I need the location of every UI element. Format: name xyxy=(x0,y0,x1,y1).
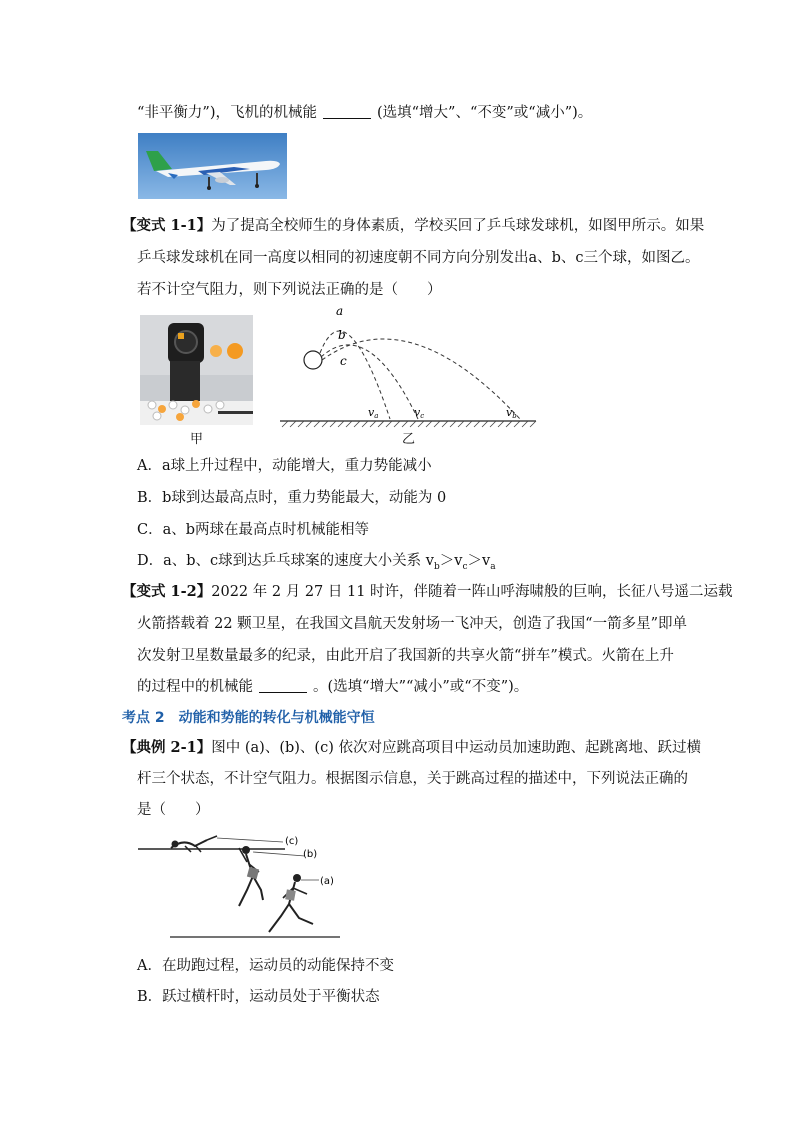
fig-yi-caption: 乙 xyxy=(402,432,416,447)
d21-text1: 图中 (a)、(b)、(c) 依次对应跳高项目中运动员加速助跑、起跳离地、跃过横 xyxy=(211,740,701,756)
q1-tail-line xyxy=(137,103,592,123)
lbl-a: a xyxy=(336,304,344,318)
opt-d-text: D．a、b、c球到达乒乓球案的速度大小关系 v xyxy=(137,553,434,569)
opt-d-sub1: b xyxy=(433,561,440,572)
v11-line1 xyxy=(122,216,704,236)
v11-text1: 为了提高全校师生的身体素质，学校买回了乒乓球发球机，如图甲所示。如果 xyxy=(211,218,705,234)
ping-pong-machine-photo xyxy=(140,315,253,425)
opt-d-gt2: ＞v xyxy=(467,553,491,569)
fig-jia-caption: 甲 xyxy=(190,432,204,447)
high-jump-diagram xyxy=(135,828,350,943)
d21-line1 xyxy=(122,738,701,758)
lbl-vb: vb xyxy=(506,406,517,420)
v11-option-a: A．a球上升过程中，动能增大，重力势能减小 xyxy=(137,458,432,474)
v11-line3: 若不计空气阻力，则下列说法正确的是（ ） xyxy=(137,282,442,298)
d21-line3: 是（ ） xyxy=(137,802,210,818)
v12-text1: 2022 年 2 月 27 日 11 时许，伴随着一阵山呼海啸般的巨响，长征八号遥二运载 xyxy=(211,584,733,600)
opt-d-gt1: ＞v xyxy=(439,553,463,569)
d21-line2: 杆三个状态，不计空气阻力。根据图示信息，关于跳高过程的描述中，下列说法正确的 xyxy=(137,771,688,787)
v11-tag: 【变式 1-1】 xyxy=(122,217,212,234)
q1-tail-suffix: (选填“增大”、“不变”或“减小”)。 xyxy=(376,105,593,121)
answer-blank xyxy=(323,104,371,119)
lbl-va: va xyxy=(368,406,379,420)
lbl-vc: vc xyxy=(414,406,425,420)
v12-line4-prefix: 的过程中的机械能 xyxy=(137,679,253,695)
d21-option-a: A．在助跑过程，运动员的动能保持不变 xyxy=(137,958,394,974)
d21-tag: 【典例 2-1】 xyxy=(122,739,212,756)
v11-option-b: B．b球到达最高点时，重力势能最大，动能为 0 xyxy=(137,490,447,506)
airplane-photo xyxy=(138,133,287,199)
v12-line3: 次发射卫星数量最多的纪录，由此开启了我国新的共享火箭“拼车”模式。火箭在上升 xyxy=(137,648,674,664)
v11-option-d xyxy=(137,551,496,577)
v12-line2: 火箭搭载着 22 颗卫星，在我国文昌航天发射场一飞冲天，创造了我国“一箭多星”即单 xyxy=(137,616,687,632)
v12-tag: 【变式 1-2】 xyxy=(122,583,212,600)
lbl-b: (b) xyxy=(303,849,318,860)
v12-line1 xyxy=(122,582,733,602)
opt-d-sub3: a xyxy=(490,561,496,572)
v12-line4-suffix: 。(选填“增大”“减小”或“不变”)。 xyxy=(313,679,529,695)
section-label: 考点 2 xyxy=(122,710,165,726)
answer-blank xyxy=(259,678,307,693)
trajectory-diagram xyxy=(278,303,543,443)
v12-line4 xyxy=(137,677,528,697)
q1-tail-prefix: “非平衡力”)，飞机的机械能 xyxy=(137,105,317,121)
opt-d-sub2: c xyxy=(462,561,468,572)
lbl-c: (c) xyxy=(285,836,299,847)
lbl-a: (a) xyxy=(320,876,334,887)
lbl-c: c xyxy=(340,354,347,368)
lbl-b: b xyxy=(338,328,346,342)
section-title: 动能和势能的转化与机械能守恒 xyxy=(178,710,375,726)
v11-option-c: C．a、b两球在最高点时机械能相等 xyxy=(137,522,370,538)
d21-option-b: B．跃过横杆时，运动员处于平衡状态 xyxy=(137,989,380,1005)
v11-line2: 乒乓球发球机在同一高度以相同的初速度朝不同方向分别发出a、b、c三个球，如图乙。 xyxy=(137,250,700,266)
section-heading xyxy=(122,708,375,728)
